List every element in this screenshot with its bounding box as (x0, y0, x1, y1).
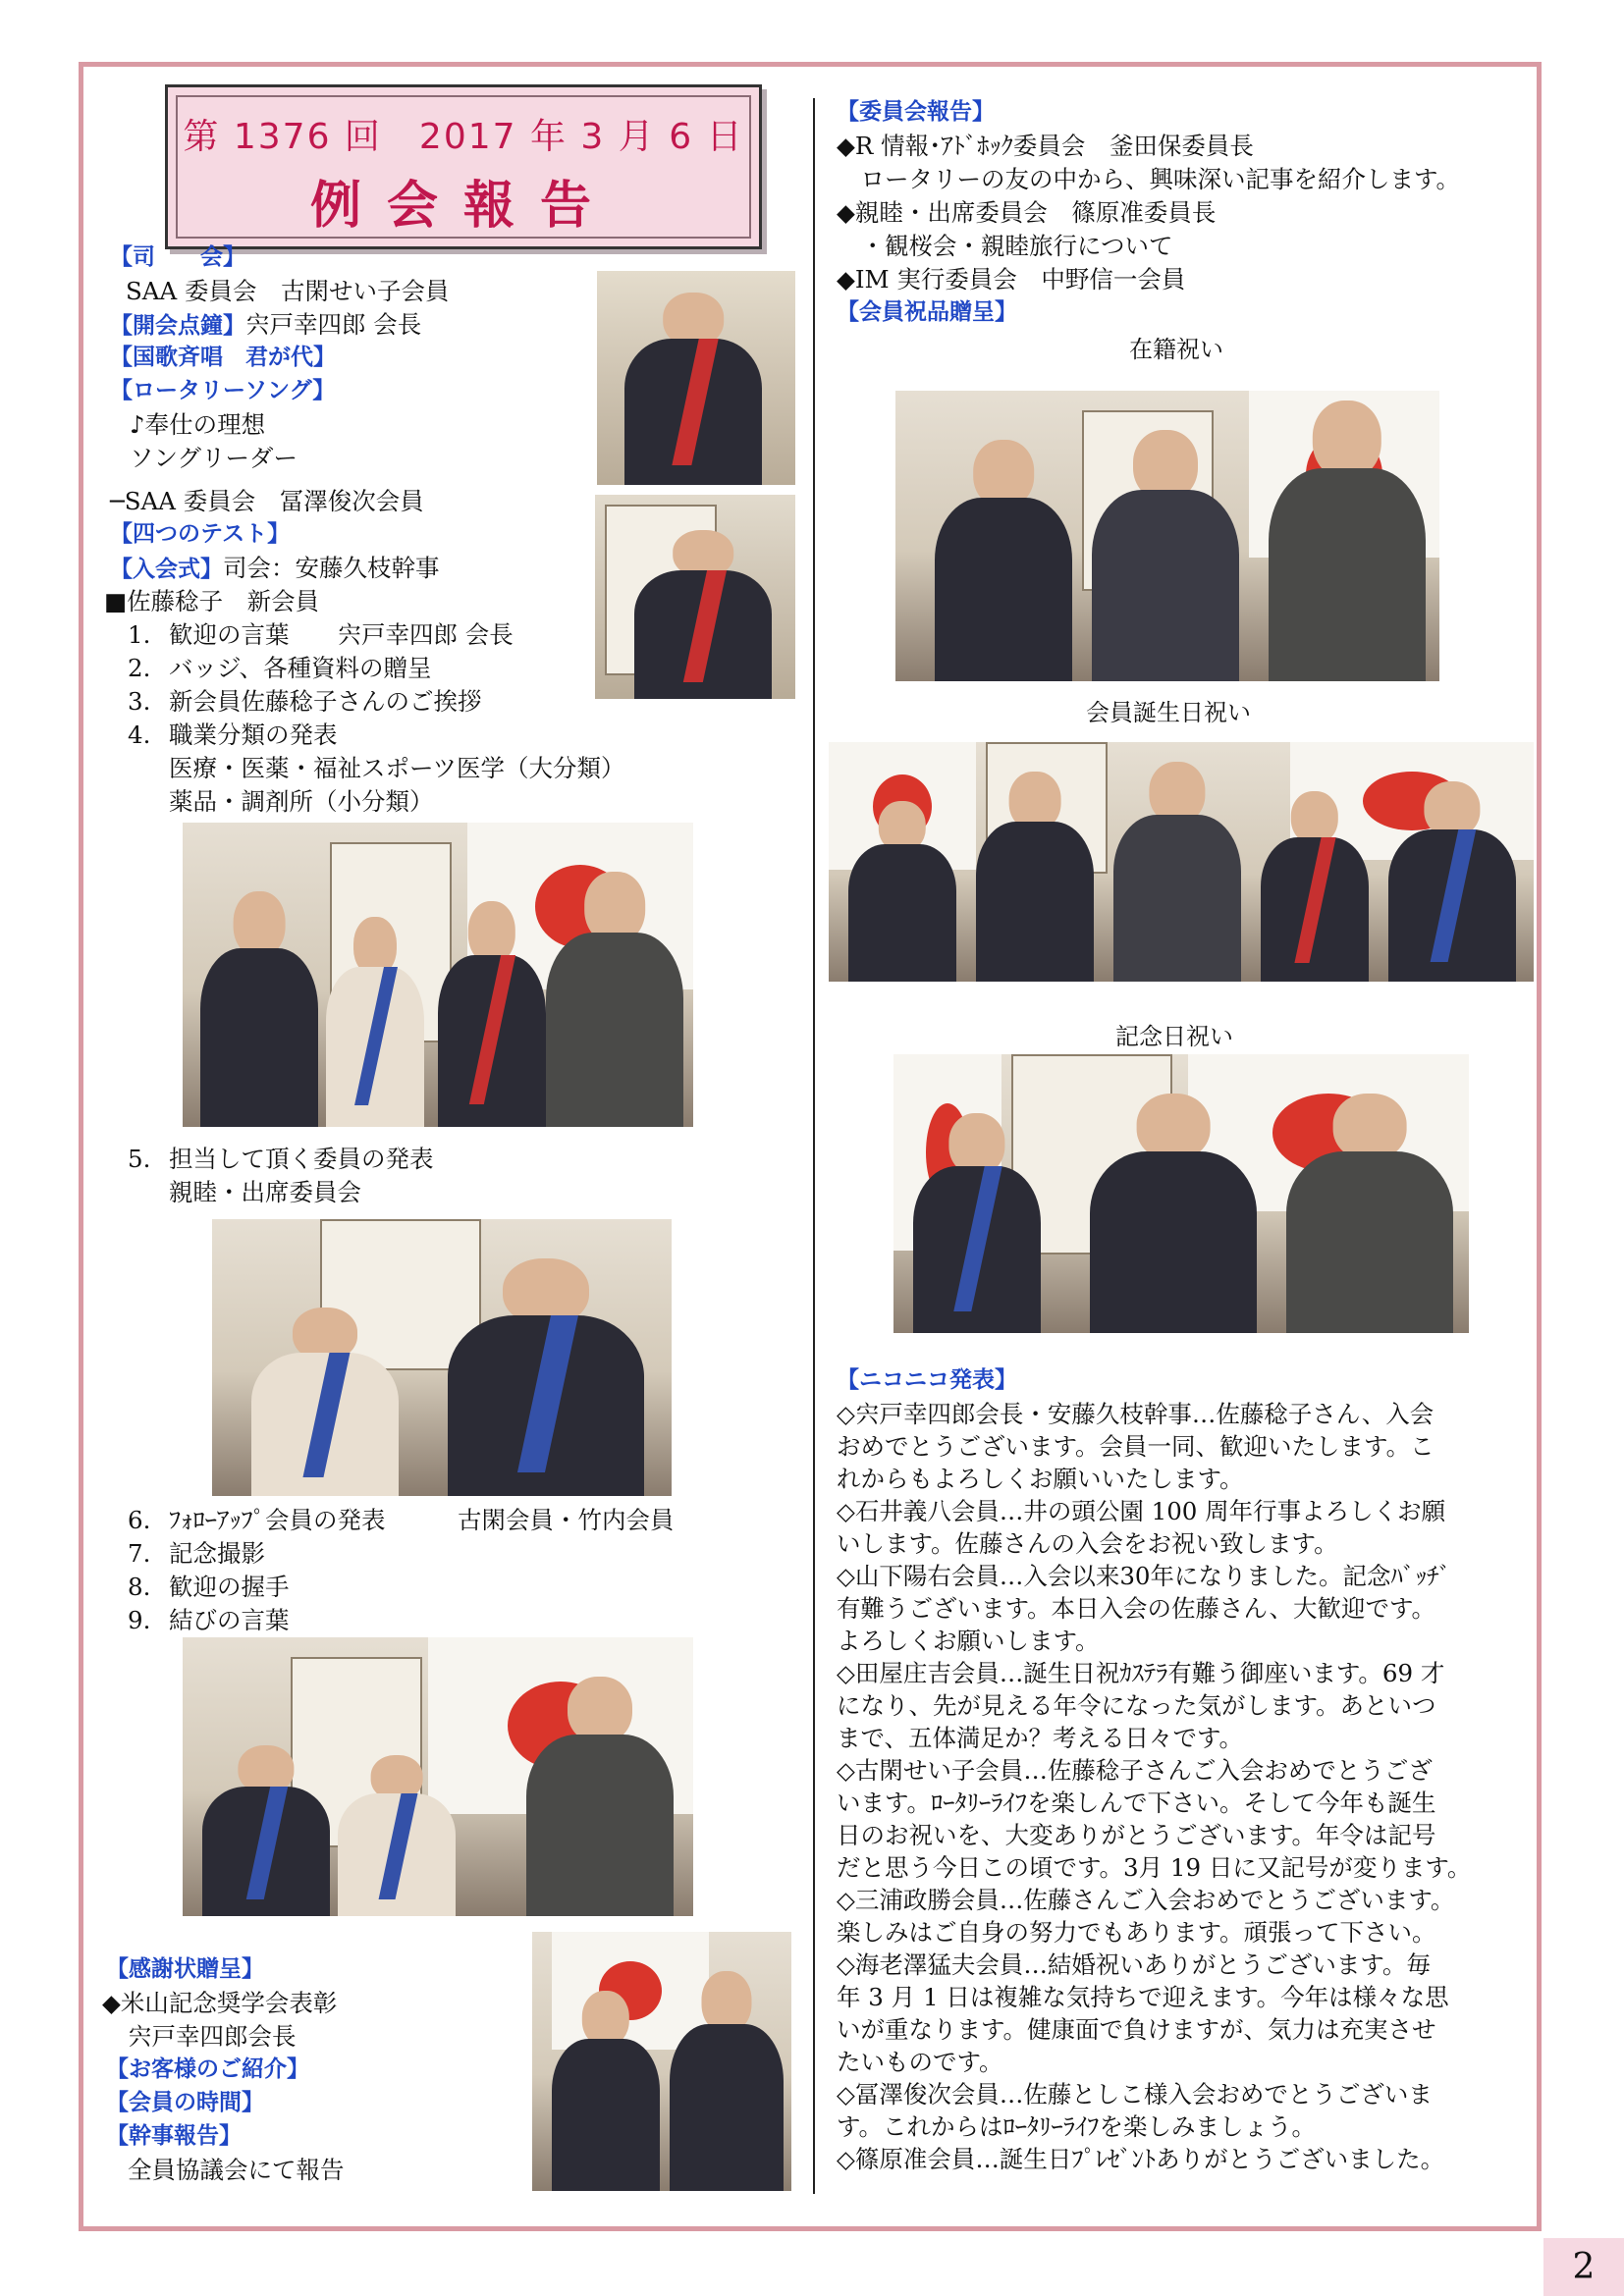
new-member: ■佐藤稔子 新会員 (104, 587, 320, 615)
iinkai-line: ロータリーの友の中から、興味深い記事を紹介します。 (837, 165, 1461, 193)
title-box (165, 84, 762, 249)
photo-birthday (829, 742, 1534, 982)
niko-line: ◇三浦政勝会員…佐藤さんご入会おめでとうございます。 (837, 1886, 1455, 1914)
niko-line: まで、五体満足か？考える日々です。 (837, 1724, 1244, 1752)
niko-line: 有難うございます。本日入会の佐藤さん、大歓迎です。 (837, 1594, 1436, 1623)
list-item: 6. ﾌｫﾛｰｱｯﾌﾟ会員の発表 古閑会員・竹内会員 (128, 1506, 675, 1534)
niko-line: います。ﾛｰﾀﾘｰﾗｲﾌを楽しんで下さい。そして今年も誕生 (837, 1789, 1436, 1817)
niko-line: よろしくお願いします。 (837, 1627, 1100, 1655)
niko-line: 日のお祝いを、大変ありがとうございます。年令は記号 (837, 1821, 1436, 1849)
kansha-award: ◆米山記念奨学会表彰 (102, 1989, 338, 2017)
niko-line: 楽しみはご自身の努力でもあります。頑張って下さい。 (837, 1918, 1436, 1947)
meeting-date: 第 1376 回 2017 年 3 月 6 日 (183, 117, 744, 157)
niko-line: たいものです。 (837, 2048, 1003, 2076)
list-item: 1. 歓迎の言葉 宍戸幸四郎 会長 (128, 620, 514, 649)
list-item: 5. 担当して頂く委員の発表 (128, 1145, 434, 1173)
kaikai-text: 宍戸幸四郎 会長 (245, 310, 422, 339)
section-heading-niko: 【ニコニコ発表】 (837, 1367, 1017, 1393)
section-heading-iinkai: 【委員会報告】 (837, 99, 995, 125)
niko-line: ◇宍戸幸四郎会長・安藤久枝幹事…佐藤稔子さん、入会 (837, 1400, 1435, 1428)
iinkai-line: ・観桜会・親睦旅行について (837, 232, 1173, 260)
section-heading-kyaku: 【お客様のご紹介】 (106, 2056, 309, 2082)
kanji-text: 全員協議会にて報告 (128, 2156, 345, 2184)
kansha-recipient: 宍戸幸四郎会長 (128, 2022, 297, 2051)
photo-new-member (183, 823, 693, 1127)
niko-line: ◇海老澤猛夫会員…結婚祝いありがとうございます。毎 (837, 1950, 1431, 1979)
section-heading-kaikai: 【開会点鐘】 (110, 313, 245, 339)
section-heading-shukuhin: 【会員祝品贈呈】 (837, 299, 1017, 325)
section-heading-yotsu: 【四つのテスト】 (110, 521, 291, 547)
song-leader-label: ソングリーダー (130, 444, 298, 472)
iinkai-line: ◆IM 実行委員会 中野信一会員 (837, 265, 1186, 294)
niko-line: ◇田屋庄吉会員…誕生日祝ｶｽﾃﾗ有難う御座います。69 才 (837, 1659, 1445, 1687)
list-item: 8. 歓迎の握手 (128, 1573, 290, 1601)
shikai-text: SAA 委員会 古閑せい子会員 (126, 277, 450, 305)
photo-caption: 会員誕生日祝い (1086, 699, 1251, 726)
niko-line: おめでとうございます。会員一同、歓迎いたします。こ (837, 1432, 1435, 1461)
job-class-major: 医療・医薬・福祉スポーツ医学（大分類） (169, 754, 625, 782)
niko-line: ◇篠原准会員…誕生日ﾌﾟﾚｾﾞﾝﾄありがとうございました。 (837, 2145, 1445, 2173)
niko-line: 年 3 月 1 日は複雑な気持ちで迎えます。今年は様々な思 (837, 1983, 1449, 2011)
section-heading-song: 【ロータリーソング】 (110, 378, 336, 403)
photo-caption: 在籍祝い (1129, 336, 1223, 363)
photo-enrollment (895, 391, 1439, 681)
photo-group (183, 1637, 693, 1916)
committee-name: 親睦・出席委員会 (169, 1178, 361, 1206)
section-heading-kanji: 【幹事報告】 (106, 2123, 242, 2149)
iinkai-line: ◆R 情報･ｱﾄﾞﾎｯｸ委員会 釜田保委員長 (837, 132, 1254, 160)
section-heading-jikan: 【会員の時間】 (106, 2090, 264, 2115)
photo-award (532, 1932, 791, 2191)
list-item: 2. バッジ、各種資料の贈呈 (128, 654, 432, 682)
list-item: 4. 職業分類の発表 (128, 721, 338, 749)
niko-line: になり、先が見える年令になった気がします。あといつ (837, 1691, 1436, 1720)
photo-caption: 記念日祝い (1115, 1023, 1233, 1050)
list-item: 7. 記念撮影 (128, 1539, 265, 1568)
photo-emcee (597, 271, 795, 485)
list-item: 9. 結びの言葉 (128, 1606, 290, 1634)
niko-line: れからもよろしくお願いいたします。 (837, 1465, 1244, 1493)
page-title: 例会報告 (309, 177, 617, 236)
section-heading-kokka: 【国歌斉唱 君が代】 (110, 345, 336, 370)
song-leader: ─SAA 委員会 冨澤俊次会員 (110, 487, 424, 515)
section-heading-shikai: 【司 会】 (110, 244, 245, 270)
niko-line: ◇冨澤俊次会員…佐藤としこ様入会おめでとうございま (837, 2080, 1433, 2109)
niko-line: いが重なります。健康面で負けますが、気力は充実させ (837, 2015, 1436, 2044)
column-divider (813, 98, 815, 2194)
page-number: 2 (1543, 2238, 1624, 2296)
photo-committee (212, 1219, 672, 1496)
list-item: 3. 新会員佐藤稔子さんのご挨拶 (128, 687, 482, 716)
niko-line: ◇石井義八会員…井の頭公園 100 周年行事よろしくお願 (837, 1497, 1446, 1525)
nyukai-text: 司会：安藤久枝幹事 (223, 554, 440, 582)
job-class-minor: 薬品・調剤所（小分類） (169, 787, 434, 816)
photo-song-leader (595, 495, 795, 699)
photo-anniversary (893, 1054, 1469, 1333)
niko-line: ◇古閑せい子会員…佐藤稔子さんご入会おめでとうござ (837, 1756, 1433, 1785)
niko-line: ◇山下陽右会員…入会以来30年になりました。記念ﾊﾞｯﾁﾞ (837, 1562, 1451, 1590)
niko-paragraph (837, 1398, 1530, 2175)
iinkai-line: ◆親睦・出席委員会 篠原准委員長 (837, 198, 1217, 227)
section-heading-nyukai: 【入会式】 (110, 557, 223, 582)
kaikai-row (110, 308, 421, 343)
section-heading-kansha: 【感謝状贈呈】 (106, 1956, 264, 1982)
niko-line: いします。佐藤さんの入会をお祝い致します。 (837, 1529, 1338, 1558)
song-title: ♪奉仕の理想 (130, 410, 266, 439)
nyukai-row (110, 552, 440, 586)
niko-line: す。これからはﾛｰﾀﾘｰﾗｲﾌを楽しみましょう。 (837, 2112, 1317, 2141)
niko-line: だと思う今日この頃です。3月 19 日に又記号が変ります。 (837, 1853, 1472, 1882)
